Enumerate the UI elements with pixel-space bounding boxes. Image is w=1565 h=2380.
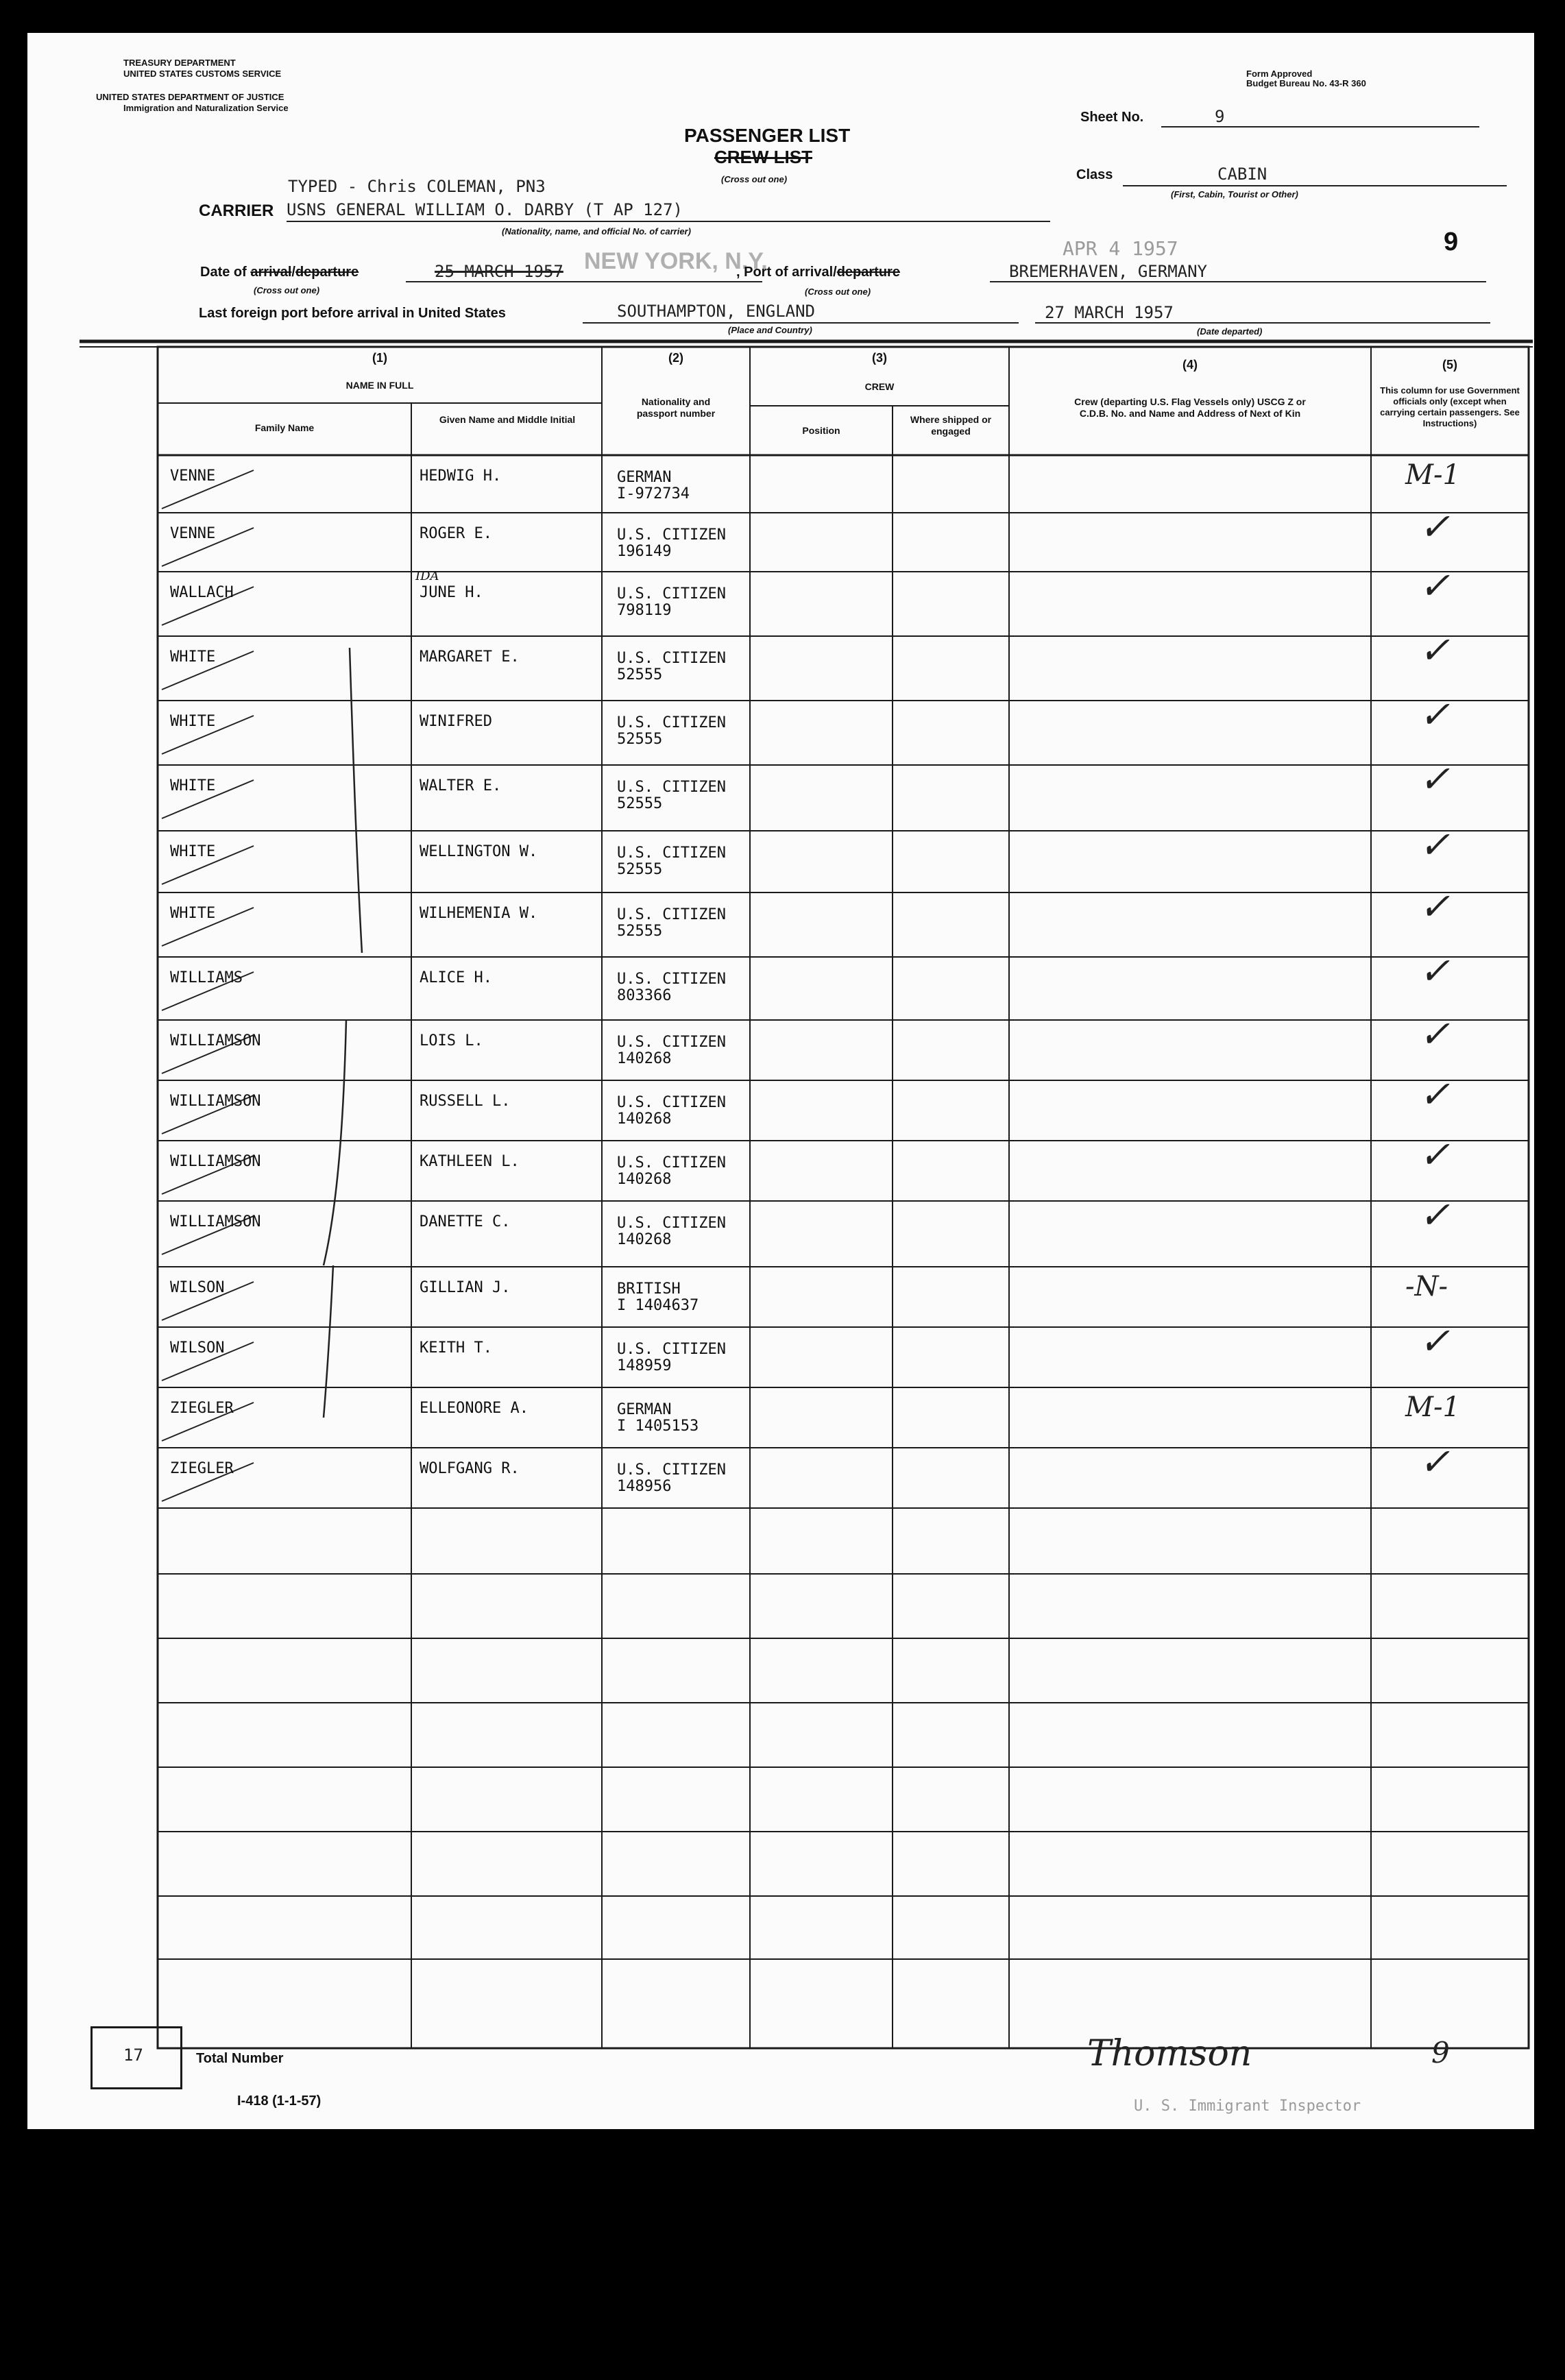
family-name: WALLACH [170, 584, 234, 601]
passport-number: 140268 [617, 1110, 672, 1128]
family-name: WHITE [170, 777, 216, 794]
handwritten-note: IDA [415, 569, 439, 583]
official-mark: ✓ [1419, 1073, 1451, 1116]
nationality: U.S. CITIZEN [617, 1215, 726, 1232]
family-name: WILLIAMS [170, 969, 243, 986]
class-label: Class [1076, 167, 1113, 182]
inspector-label: U. S. Immigrant Inspector [1134, 2098, 1361, 2115]
date-label-arrival: arrival [250, 265, 292, 280]
nationality: U.S. CITIZEN [617, 1094, 726, 1111]
official-mark: ✓ [1419, 1440, 1451, 1483]
official-mark: ✓ [1419, 693, 1451, 736]
date-cross-out-note: (Cross out one) [254, 285, 320, 295]
form-number: I-418 (1-1-57) [237, 2093, 322, 2109]
sheet-value: 9 [1215, 107, 1225, 126]
form-approved-2: Budget Bureau No. 43-R 360 [1246, 78, 1366, 88]
passport-number: I-972734 [617, 485, 690, 502]
given-name: WOLFGANG R. [420, 1460, 520, 1477]
given-name: WILHEMENIA W. [420, 905, 538, 922]
passport-number: 52555 [617, 666, 663, 683]
col2-number: (2) [668, 351, 683, 365]
passport-number: 803366 [617, 987, 672, 1004]
passport-number: 148959 [617, 1357, 672, 1374]
passport-number: 140268 [617, 1050, 672, 1067]
crew-list-struck: CREW LIST [714, 147, 812, 167]
given-name: DANETTE C. [420, 1213, 511, 1230]
nationality: U.S. CITIZEN [617, 526, 726, 544]
col4-title: Crew (departing U.S. Flag Vessels only) USCG Z or C.D.B. No. and Name and Address of Next of Kin [1074, 396, 1306, 419]
port-label-departure: departure [836, 265, 900, 280]
nationality: U.S. CITIZEN [617, 779, 726, 796]
nationality: U.S. CITIZEN [617, 585, 726, 603]
official-mark: ✓ [1419, 949, 1451, 993]
given-name: KEITH T. [420, 1339, 492, 1357]
nationality: U.S. CITIZEN [617, 1154, 726, 1171]
passport-number: 140268 [617, 1171, 672, 1188]
passport-number: 148956 [617, 1478, 672, 1495]
col1-number: (1) [372, 351, 387, 365]
official-mark: M-1 [1405, 459, 1460, 491]
family-name: WILLIAMSON [170, 1032, 261, 1049]
typed-by: TYPED - Chris COLEMAN, PN3 [288, 177, 546, 196]
cross-out-note: (Cross out one) [721, 174, 788, 184]
nationality: U.S. CITIZEN [617, 714, 726, 731]
date-label-departure: departure [295, 265, 359, 280]
family-name: WHITE [170, 843, 216, 860]
page-title: PASSENGER LIST [684, 125, 851, 146]
nationality: BRITISH [617, 1280, 681, 1298]
official-mark: ✓ [1419, 505, 1451, 548]
given-name: KATHLEEN L. [420, 1153, 520, 1170]
date-value-struck: 25 MARCH 1957 [435, 262, 563, 281]
family-name: ZIEGLER [170, 1460, 234, 1477]
given-name: ALICE H. [420, 969, 492, 986]
class-value: CABIN [1217, 165, 1267, 184]
given-name: ELLEONORE A. [420, 1400, 529, 1417]
given-name: LOIS L. [420, 1032, 483, 1049]
official-mark: ✓ [1419, 1012, 1451, 1056]
family-name: WILSON [170, 1279, 225, 1296]
date-departed-caption: (Date departed) [1197, 326, 1263, 337]
received-stamp-date: APR 4 1957 [1063, 237, 1178, 260]
given-name: WELLINGTON W. [420, 843, 538, 860]
given-name: MARGARET E. [420, 648, 520, 666]
carrier-caption: (Nationality, name, and official No. of carrier) [502, 226, 691, 236]
table-grid [27, 33, 1534, 2129]
family-name: VENNE [170, 467, 216, 485]
nationality: U.S. CITIZEN [617, 971, 726, 988]
official-mark: ✓ [1419, 1320, 1451, 1363]
agency-line-4: Immigration and Naturalization Service [123, 103, 289, 113]
given-name: ROGER E. [420, 525, 492, 542]
passport-number: 52555 [617, 795, 663, 812]
port-value: BREMERHAVEN, GERMANY [1009, 262, 1207, 281]
passport-number: 196149 [617, 543, 672, 560]
nationality: U.S. CITIZEN [617, 650, 726, 667]
col1a-header: Family Name [254, 422, 315, 433]
total-value: 17 [123, 2045, 143, 2065]
passport-number: I 1405153 [617, 1418, 699, 1435]
carrier-label: CARRIER [199, 202, 274, 220]
official-mark: ✓ [1419, 823, 1451, 866]
passport-number: 52555 [617, 731, 663, 748]
family-name: ZIEGLER [170, 1400, 234, 1417]
nationality: U.S. CITIZEN [617, 1341, 726, 1358]
family-name: WHITE [170, 648, 216, 666]
sheet-note: 9 [1431, 2036, 1450, 2069]
official-mark: ✓ [1419, 629, 1451, 672]
official-mark: ✓ [1419, 1193, 1451, 1237]
agency-line-1: TREASURY DEPARTMENT [123, 58, 236, 68]
received-stamp-place: NEW YORK, N.Y. [584, 248, 768, 274]
nationality: U.S. CITIZEN [617, 1461, 726, 1479]
last-port-label: Last foreign port before arrival in United States [199, 306, 506, 321]
sheet-label: Sheet No. [1080, 110, 1144, 125]
passport-number: 798119 [617, 602, 672, 619]
official-mark: M-1 [1405, 1392, 1460, 1423]
official-mark: ✓ [1419, 757, 1451, 801]
port-cross-out-note: (Cross out one) [805, 287, 871, 297]
total-label: Total Number [196, 2051, 284, 2066]
col3-number: (3) [872, 351, 887, 365]
official-mark: ✓ [1419, 1133, 1451, 1176]
col4-number: (4) [1182, 358, 1198, 372]
agency-line-3: UNITED STATES DEPARTMENT OF JUSTICE [96, 92, 284, 102]
official-mark: ✓ [1419, 564, 1451, 607]
nationality: GERMAN [617, 1401, 672, 1418]
official-mark: -N- [1405, 1271, 1448, 1302]
col5-title: This column for use Government officials only (except when carrying certain passengers. See Instructions) [1380, 385, 1520, 428]
col3b-header: Where shipped or engaged [910, 414, 992, 437]
agency-line-2: UNITED STATES CUSTOMS SERVICE [123, 69, 282, 79]
family-name: WHITE [170, 905, 216, 922]
family-brackets [324, 648, 362, 1418]
nationality: U.S. CITIZEN [617, 906, 726, 923]
family-name: WHITE [170, 713, 216, 730]
date-label-slash: / [291, 265, 295, 280]
passport-number: I 1404637 [617, 1297, 699, 1314]
port-label-prefix: , Port of arrival/ [736, 265, 837, 280]
passport-number: 52555 [617, 861, 663, 878]
col3-title: CREW [864, 381, 895, 392]
form-approved-1: Form Approved [1246, 69, 1313, 79]
family-name: WILLIAMSON [170, 1153, 261, 1170]
family-name: WILLIAMSON [170, 1213, 261, 1230]
carrier-value: USNS GENERAL WILLIAM O. DARBY (T AP 127) [287, 200, 683, 219]
given-name: HEDWIG H. [420, 467, 502, 485]
nationality: GERMAN [617, 469, 672, 486]
date-departed-value: 27 MARCH 1957 [1045, 303, 1174, 322]
form-page [27, 33, 1534, 2129]
class-caption: (First, Cabin, Tourist or Other) [1171, 189, 1298, 199]
col5-number: (5) [1442, 358, 1457, 372]
nationality: U.S. CITIZEN [617, 845, 726, 862]
official-mark: ✓ [1419, 885, 1451, 928]
passport-number: 52555 [617, 923, 663, 940]
given-name: GILLIAN J. [420, 1279, 511, 1296]
col2-title: Nationality and passport number [636, 396, 716, 419]
given-name: RUSSELL L. [420, 1093, 511, 1110]
family-name: WILLIAMSON [170, 1093, 261, 1110]
family-name: WILSON [170, 1339, 225, 1357]
inspector-signature: Thomson [1087, 2033, 1252, 2074]
family-name: VENNE [170, 525, 216, 542]
nationality: U.S. CITIZEN [617, 1034, 726, 1051]
date-label-prefix: Date of [200, 265, 251, 280]
last-port-value: SOUTHAMPTON, ENGLAND [617, 302, 815, 321]
col3a-header: Position [802, 425, 840, 436]
given-name: WALTER E. [420, 777, 502, 794]
given-name: JUNE H. [420, 584, 483, 601]
col1-title: NAME IN FULL [345, 380, 414, 391]
last-port-caption: (Place and Country) [728, 325, 812, 335]
corner-number: 9 [1444, 228, 1459, 256]
passport-number: 140268 [617, 1231, 672, 1248]
col1b-header: Given Name and Middle Initial [439, 414, 576, 425]
given-name: WINIFRED [420, 713, 492, 730]
